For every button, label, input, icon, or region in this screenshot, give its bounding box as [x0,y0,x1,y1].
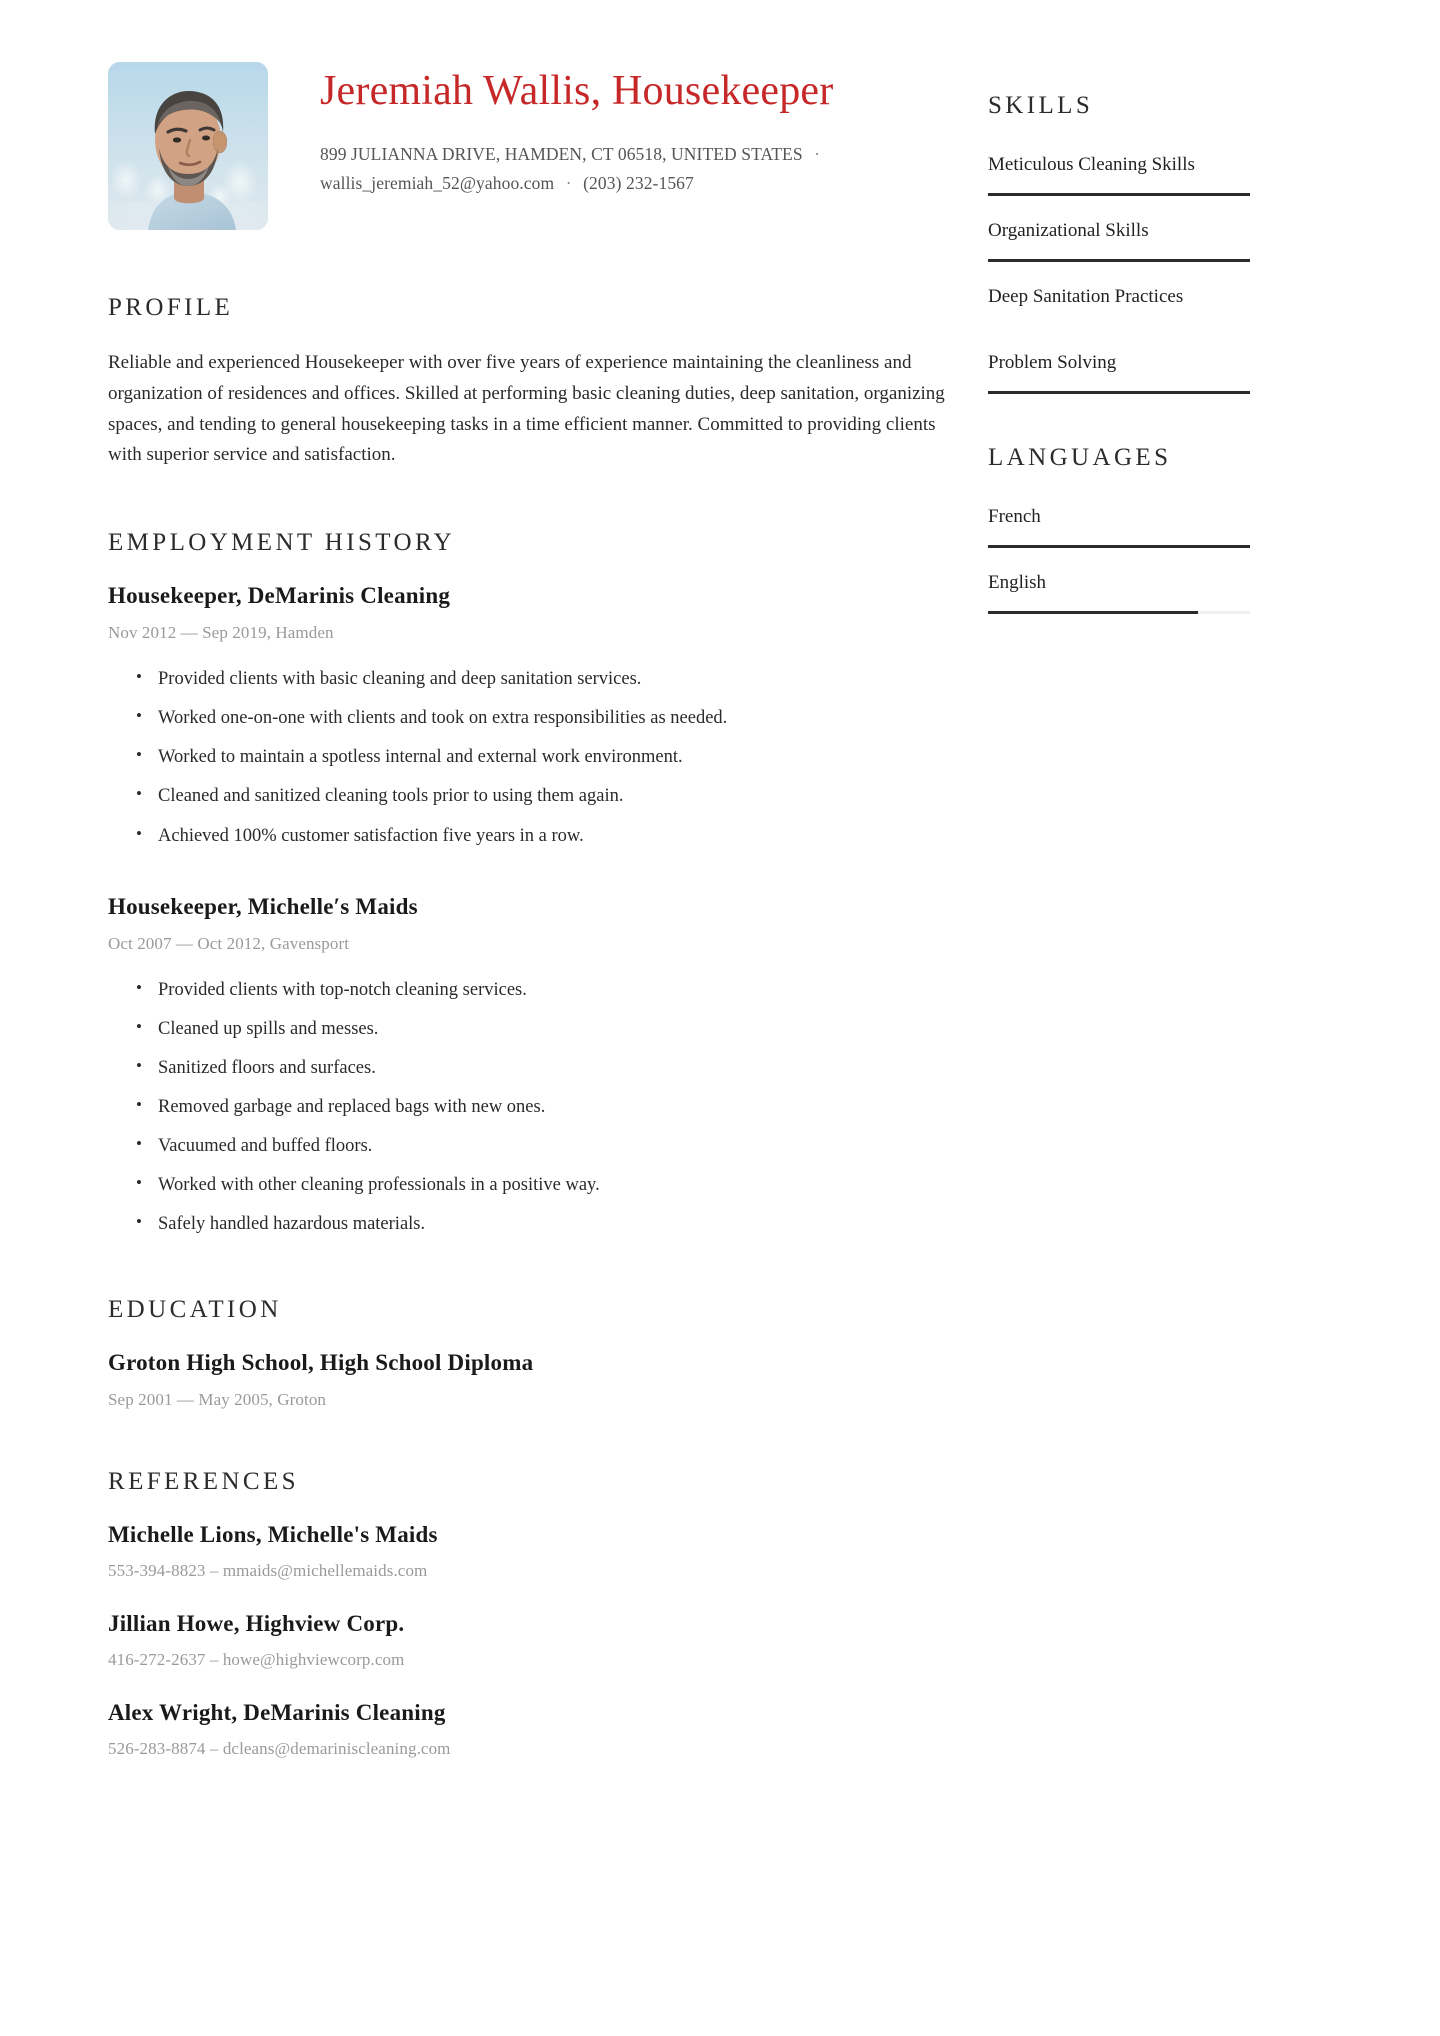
language-label: French [988,505,1041,527]
languages-block [988,444,1288,614]
list-item: • Achieved 100% customer satisfaction five years in a row. [108,822,948,850]
employment-heading: EMPLOYMENT HISTORY [108,529,456,557]
reference-contact[interactable]: 416-272-2637 – howe@highviewcorp.com [108,1650,405,1670]
references-heading: REFERENCES [108,1468,299,1496]
education-section [108,1296,948,1410]
list-item: • Worked to maintain a spotless internal and external work environment. [108,743,948,771]
sidebar [988,62,1288,664]
language-level-bar [988,611,1250,614]
main-column [108,62,988,1817]
resume-header [108,62,948,230]
employment-entry-meta: Oct 2007 — Oct 2012, Gavensport [108,933,350,953]
reference-contact[interactable]: 526-283-8874 – dcleans@demariniscleaning.com [108,1739,451,1759]
skill-level-bar [988,193,1250,196]
profile-section [108,294,948,471]
skill-label: Deep Sanitation Practices [988,285,1184,307]
avatar [108,62,268,230]
language-label: English [988,571,1047,593]
page-title: Jeremiah Wallis, Housekeeper [320,68,834,114]
employment-entry [108,583,948,850]
language-level-fill [988,611,1198,614]
education-entry-title: Groton High School, High School Diploma [108,1350,534,1376]
employment-entry-title: Housekeeper, Michelleʹs Maids [108,893,418,919]
reference-entry [108,1611,948,1670]
skills-heading: SKILLS [988,92,1094,119]
skill-level-bar [988,259,1250,262]
reference-name: Alex Wright, DeMarinis Cleaning [108,1700,446,1726]
skill-level-fill [988,391,1250,394]
education-heading: EDUCATION [108,1296,282,1324]
reference-entry [108,1700,948,1759]
skill-level-bar [988,391,1250,394]
skill-item [988,284,1288,328]
skill-level-fill [988,193,1250,196]
employment-entry [108,894,948,1239]
employment-entry-bullets [108,665,948,850]
language-item [988,570,1288,614]
skill-item [988,350,1288,394]
skill-label: Meticulous Cleaning Skills [988,154,1195,175]
list-item: • Sanitized floors and surfaces. [108,1054,948,1082]
contact-separator: · [565,172,572,193]
list-item: • Provided clients with basic cleaning and deep sanitation services. [108,665,948,693]
skills-block [988,92,1288,394]
profile-text: Reliable and experienced Housekeeper with over five years of experience maintaining the cleanliness and organization of residences and offices. Skilled at performing basic cleaning duties, deep sanitation, organizing spaces, and tending to general housekeeping tasks in a time efficient manner. Committed to providing clients with superior service and satisfaction. [108,352,945,466]
employment-entry-bullets [108,976,948,1239]
list-item: • Safely handled hazardous materials. [108,1210,948,1238]
employment-entry-title: Housekeeper, DeMarinis Cleaning [108,583,451,609]
education-entry-meta: Sep 2001 — May 2005, Groton [108,1390,327,1410]
list-item: • Vacuumed and buffed floors. [108,1132,948,1160]
education-entry [108,1350,948,1410]
references-section [108,1468,948,1759]
reference-name: Jillian Howe, Highview Corp. [108,1611,405,1637]
header-text [268,62,948,197]
skill-label: Organizational Skills [988,219,1149,241]
list-item: • Cleaned up spills and messes. [108,1015,948,1043]
skill-label: Problem Solving [988,351,1117,373]
list-item: • Cleaned and sanitized cleaning tools prior to using them again. [108,782,948,810]
contact-separator: · [814,144,821,165]
employment-entry-meta: Nov 2012 — Sep 2019, Hamden [108,623,334,643]
language-item [988,504,1288,548]
skill-item [988,218,1288,262]
contact-email-phone-line [320,169,948,197]
contact-address-line [320,140,948,168]
reference-contact[interactable]: 553-394-8823 – mmaids@michellemaids.com [108,1561,428,1581]
reference-name: Michelle Lions, Michelle's Maids [108,1522,438,1548]
portrait-photo-icon [108,62,268,230]
contact-phone[interactable]: (203) 232-1567 [583,172,694,193]
contact-address: 899 JULIANNA DRIVE, HAMDEN, CT 06518, UNITED STATES [320,144,803,165]
skill-item [988,152,1288,196]
skill-level-fill [988,259,1250,262]
languages-heading: LANGUAGES [988,443,1172,471]
list-item: • Worked with other cleaning professionals in a positive way. [108,1171,948,1199]
language-level-bar [988,545,1250,548]
profile-heading: PROFILE [108,294,234,321]
reference-entry [108,1522,948,1581]
list-item: • Removed garbage and replaced bags with new ones. [108,1093,948,1121]
employment-section [108,529,948,1238]
list-item: • Provided clients with top-notch cleaning services. [108,976,948,1004]
skill-level-bar [988,325,1250,328]
contact-email[interactable]: wallis_jeremiah_52@yahoo.com [320,172,555,193]
list-item: • Worked one-on-one with clients and took on extra responsibilities as needed. [108,704,948,732]
language-level-fill [988,545,1250,548]
